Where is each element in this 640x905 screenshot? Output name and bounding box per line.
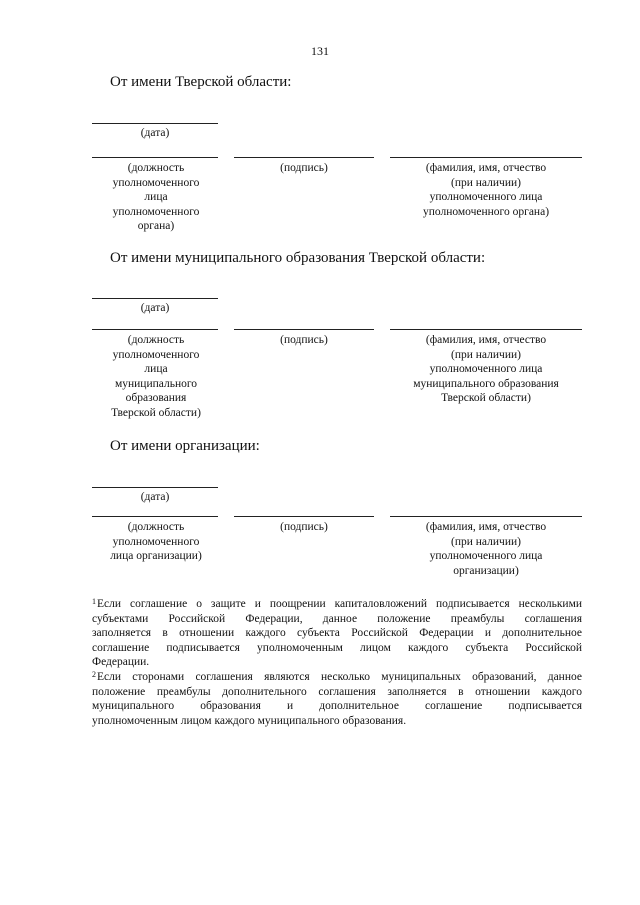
date-line [92, 298, 218, 299]
name-label: (фамилия, имя, отчество (при наличии) уполномоченного лица организации) [425, 521, 547, 577]
name-line [390, 516, 582, 517]
date-label: (дата) [140, 302, 170, 314]
signature-line [234, 329, 374, 330]
signature-line [234, 157, 374, 158]
name-label: (фамилия, имя, отчество (при наличии) уполномоченного лица муниципального образования Тверской области) [413, 334, 559, 404]
position-label: (должность уполномоченного лица уполномоченного органа) [112, 162, 200, 232]
date-label: (дата) [140, 127, 170, 139]
signature-label: (подпись) [280, 521, 328, 533]
section-heading-organization: От имени организации: [110, 438, 260, 454]
section-heading-municipality: От имени муниципального образования Тверской области: [110, 250, 486, 266]
position-label: (должность уполномоченного лица муниципального образования Тверской области) [111, 334, 201, 419]
position-line [92, 516, 218, 517]
section-heading-tver-region: От имени Тверской области: [110, 74, 292, 90]
position-label: (должность уполномоченного лица организации) [110, 521, 202, 562]
signature-line [234, 516, 374, 517]
footnote-1: $^1$Если соглашение о защите и поощрении капиталовложений подписывается несколькими субъектами Российской Федерации, данное положение преамбулы соглашения заполняется в отношении каждого субъекта Российской Федерации и дополнительное соглашение подписывается уполномоченным лицом каждого субъекта Российской Федерации. [92, 597, 582, 668]
date-line [92, 123, 218, 124]
footnote-marker: 2 [92, 670, 96, 679]
name-line [390, 157, 582, 158]
footnote-2: $^2$Если сторонами соглашения являются несколько муниципальных образований, данное положение преамбулы дополнительного соглашения заполняется в отношении каждого муниципального образования и дополнительное соглашение подписывается уполномоченным лицом каждого муниципального образования. [92, 670, 582, 727]
signature-label: (подпись) [280, 334, 328, 346]
page-number: 131 [311, 44, 329, 58]
date-label: (дата) [140, 491, 170, 503]
footnote-marker: 1 [92, 597, 96, 606]
position-line [92, 329, 218, 330]
signature-label: (подпись) [280, 162, 328, 174]
date-line [92, 487, 218, 488]
position-line [92, 157, 218, 158]
name-line [390, 329, 582, 330]
name-label: (фамилия, имя, отчество (при наличии) уполномоченного лица уполномоченного органа) [422, 162, 550, 218]
